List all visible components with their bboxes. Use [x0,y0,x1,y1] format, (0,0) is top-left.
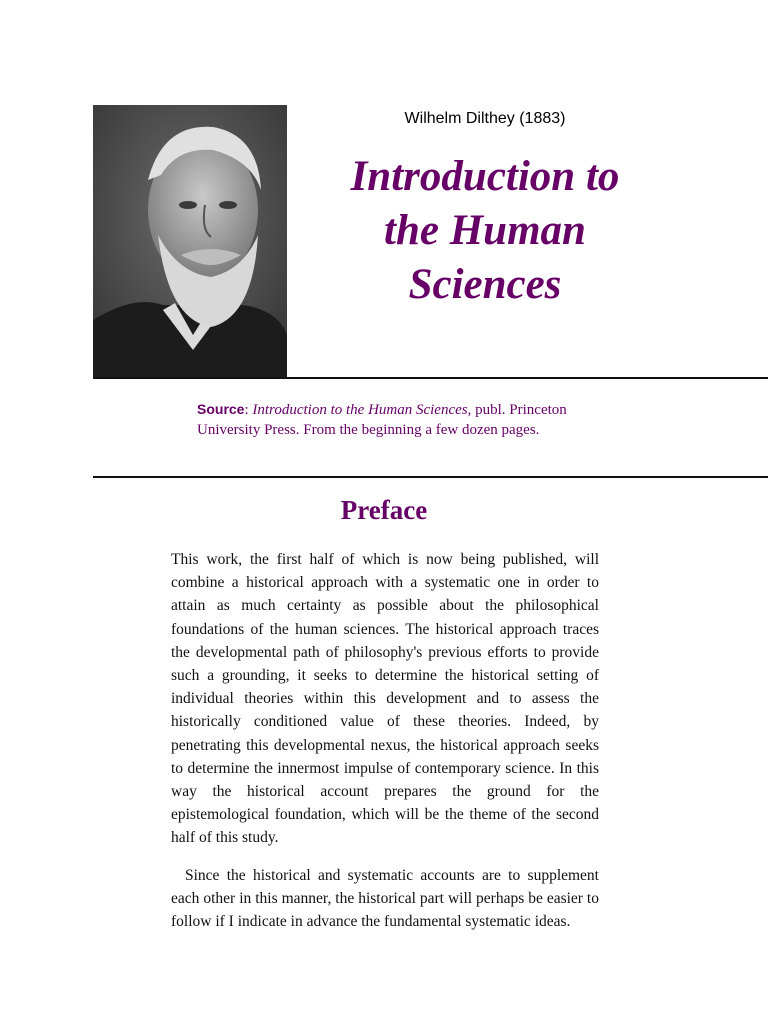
book-title: Introduction to the Human Sciences [350,153,620,308]
paragraph: This work, the first half of which is now being published, will combine a historical approach with a systematic one in order to attain as much certainty as possible about the philosophical foundations of the human sciences. The historical approach traces the developmental path of philosophy's previous efforts to provide such a grounding, it seeks to determine the historical setting of individual theories within this development and to assess the historically conditioned value of these theories. Indeed, by penetrating this developmental nexus, the historical approach seeks to determine the innermost impulse of contemporary science. In this way the historical account prepares the ground for the epistemological foundation, which will be the theme of the second half of this study. [171,551,599,847]
source-note [197,399,577,440]
source-details: , publ. Princeton University Press. From the beginning a few dozen pages. [197,402,567,438]
author-portrait [93,105,287,378]
top-divider [93,377,768,379]
source-label: Source [197,401,245,417]
bottom-divider [93,476,768,478]
source-separator: : [244,402,253,418]
author-byline: Wilhelm Dilthey (1883) [404,110,566,127]
preface-body [171,548,599,947]
source-work-title: Introduction to the Human Sciences [252,402,468,418]
paragraph: Since the historical and systematic accounts are to supplement each other in this manner, the historical part will perhaps be easier to follow if I indicate in advance the fundamental systematic ideas. [171,866,599,931]
section-heading: Preface [340,495,428,525]
